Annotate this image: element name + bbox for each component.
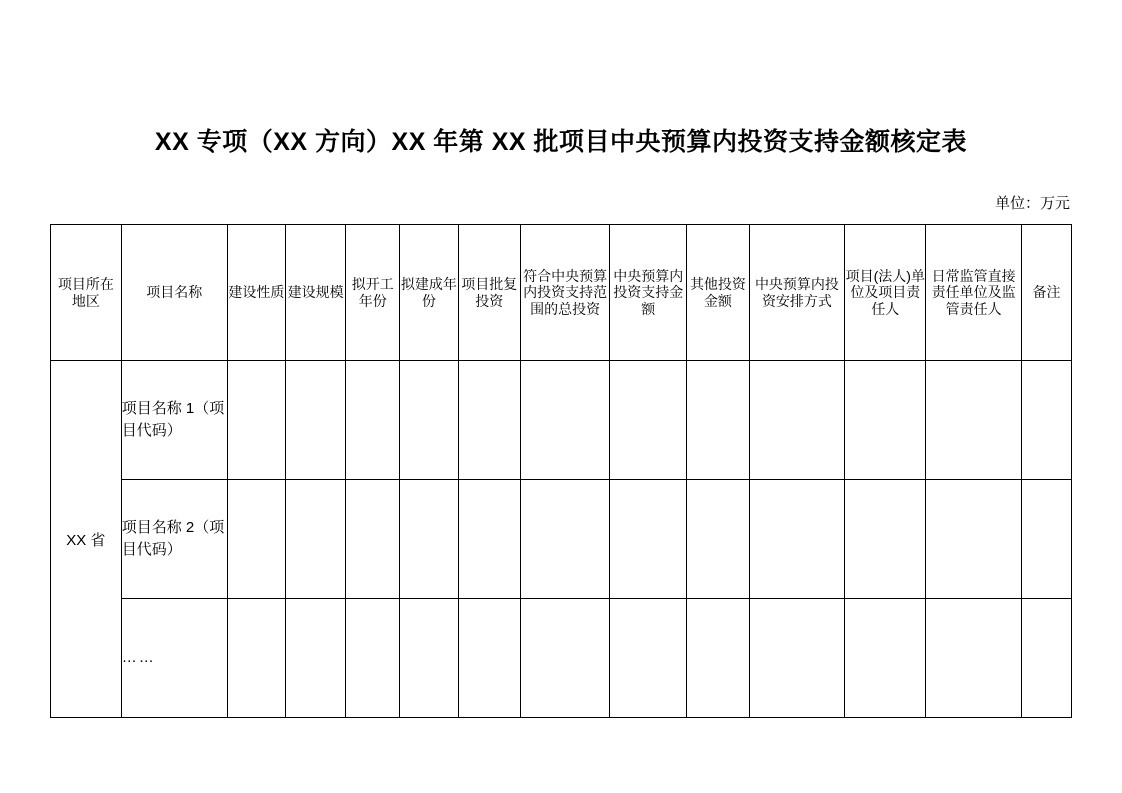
cell-planned-start-year[interactable] bbox=[346, 361, 400, 480]
cell-central-budget-arrangement[interactable] bbox=[749, 480, 845, 599]
column-header-eligible-total-investment: 符合中央预算内投资支持范围的总投资 bbox=[520, 225, 609, 361]
column-header-remarks: 备注 bbox=[1022, 225, 1072, 361]
column-header-planned-completion-year: 拟建成年份 bbox=[400, 225, 458, 361]
column-header-region: 项目所在地区 bbox=[51, 225, 122, 361]
cell-planned-completion-year[interactable] bbox=[400, 480, 458, 599]
cell-supervision-unit-and-person[interactable] bbox=[926, 599, 1022, 718]
cell-eligible-total-investment[interactable] bbox=[520, 599, 609, 718]
investment-approval-table bbox=[50, 224, 1072, 718]
cell-project-entity-and-person[interactable] bbox=[845, 480, 926, 599]
cell-remarks[interactable] bbox=[1022, 599, 1072, 718]
column-header-construction-nature: 建设性质 bbox=[227, 225, 285, 361]
cell-construction-nature[interactable] bbox=[227, 480, 285, 599]
cell-approved-investment[interactable] bbox=[458, 480, 520, 599]
cell-project-name[interactable]: 项目名称 1（项目代码） bbox=[121, 361, 227, 480]
cell-central-budget-arrangement[interactable] bbox=[749, 361, 845, 480]
cell-planned-start-year[interactable] bbox=[346, 599, 400, 718]
cell-other-investment-amount[interactable] bbox=[687, 599, 749, 718]
cell-region[interactable]: XX 省 bbox=[51, 361, 122, 718]
table-header-row bbox=[51, 225, 1072, 361]
cell-construction-scale[interactable] bbox=[285, 361, 345, 480]
cell-planned-completion-year[interactable] bbox=[400, 361, 458, 480]
cell-other-investment-amount[interactable] bbox=[687, 361, 749, 480]
cell-central-budget-support-amount[interactable] bbox=[610, 599, 687, 718]
table-row bbox=[51, 361, 1072, 480]
cell-construction-scale[interactable] bbox=[285, 480, 345, 599]
cell-eligible-total-investment[interactable] bbox=[520, 480, 609, 599]
cell-project-entity-and-person[interactable] bbox=[845, 361, 926, 480]
cell-remarks[interactable] bbox=[1022, 480, 1072, 599]
cell-planned-start-year[interactable] bbox=[346, 480, 400, 599]
column-header-central-budget-support-amount: 中央预算内投资支持金额 bbox=[610, 225, 687, 361]
cell-approved-investment[interactable] bbox=[458, 361, 520, 480]
column-header-project-entity-and-person: 项目(法人)单位及项目责任人 bbox=[845, 225, 926, 361]
column-header-construction-scale: 建设规模 bbox=[285, 225, 345, 361]
column-header-central-budget-arrangement: 中央预算内投资安排方式 bbox=[749, 225, 845, 361]
column-header-project-name: 项目名称 bbox=[121, 225, 227, 361]
column-header-other-investment-amount: 其他投资金额 bbox=[687, 225, 749, 361]
cell-project-name[interactable]: 项目名称 2（项目代码） bbox=[121, 480, 227, 599]
unit-note: 单位：万元 bbox=[994, 195, 1070, 212]
cell-central-budget-support-amount[interactable] bbox=[610, 480, 687, 599]
cell-construction-scale[interactable] bbox=[285, 599, 345, 718]
cell-central-budget-support-amount[interactable] bbox=[610, 361, 687, 480]
table-row bbox=[51, 599, 1072, 718]
cell-eligible-total-investment[interactable] bbox=[520, 361, 609, 480]
cell-supervision-unit-and-person[interactable] bbox=[926, 480, 1022, 599]
page-title: XX 专项（XX 方向）XX 年第 XX 批项目中央预算内投资支持金额核定表 bbox=[154, 128, 968, 156]
column-header-planned-start-year: 拟开工年份 bbox=[346, 225, 400, 361]
table-row bbox=[51, 480, 1072, 599]
cell-project-entity-and-person[interactable] bbox=[845, 599, 926, 718]
column-header-approved-investment: 项目批复投资 bbox=[458, 225, 520, 361]
cell-central-budget-arrangement[interactable] bbox=[749, 599, 845, 718]
cell-construction-nature[interactable] bbox=[227, 599, 285, 718]
cell-planned-completion-year[interactable] bbox=[400, 599, 458, 718]
cell-other-investment-amount[interactable] bbox=[687, 480, 749, 599]
cell-supervision-unit-and-person[interactable] bbox=[926, 361, 1022, 480]
cell-construction-nature[interactable] bbox=[227, 361, 285, 480]
cell-project-name[interactable]: …… bbox=[121, 599, 227, 718]
cell-approved-investment[interactable] bbox=[458, 599, 520, 718]
cell-remarks[interactable] bbox=[1022, 361, 1072, 480]
column-header-supervision-unit-and-person: 日常监管直接责任单位及监管责任人 bbox=[926, 225, 1022, 361]
